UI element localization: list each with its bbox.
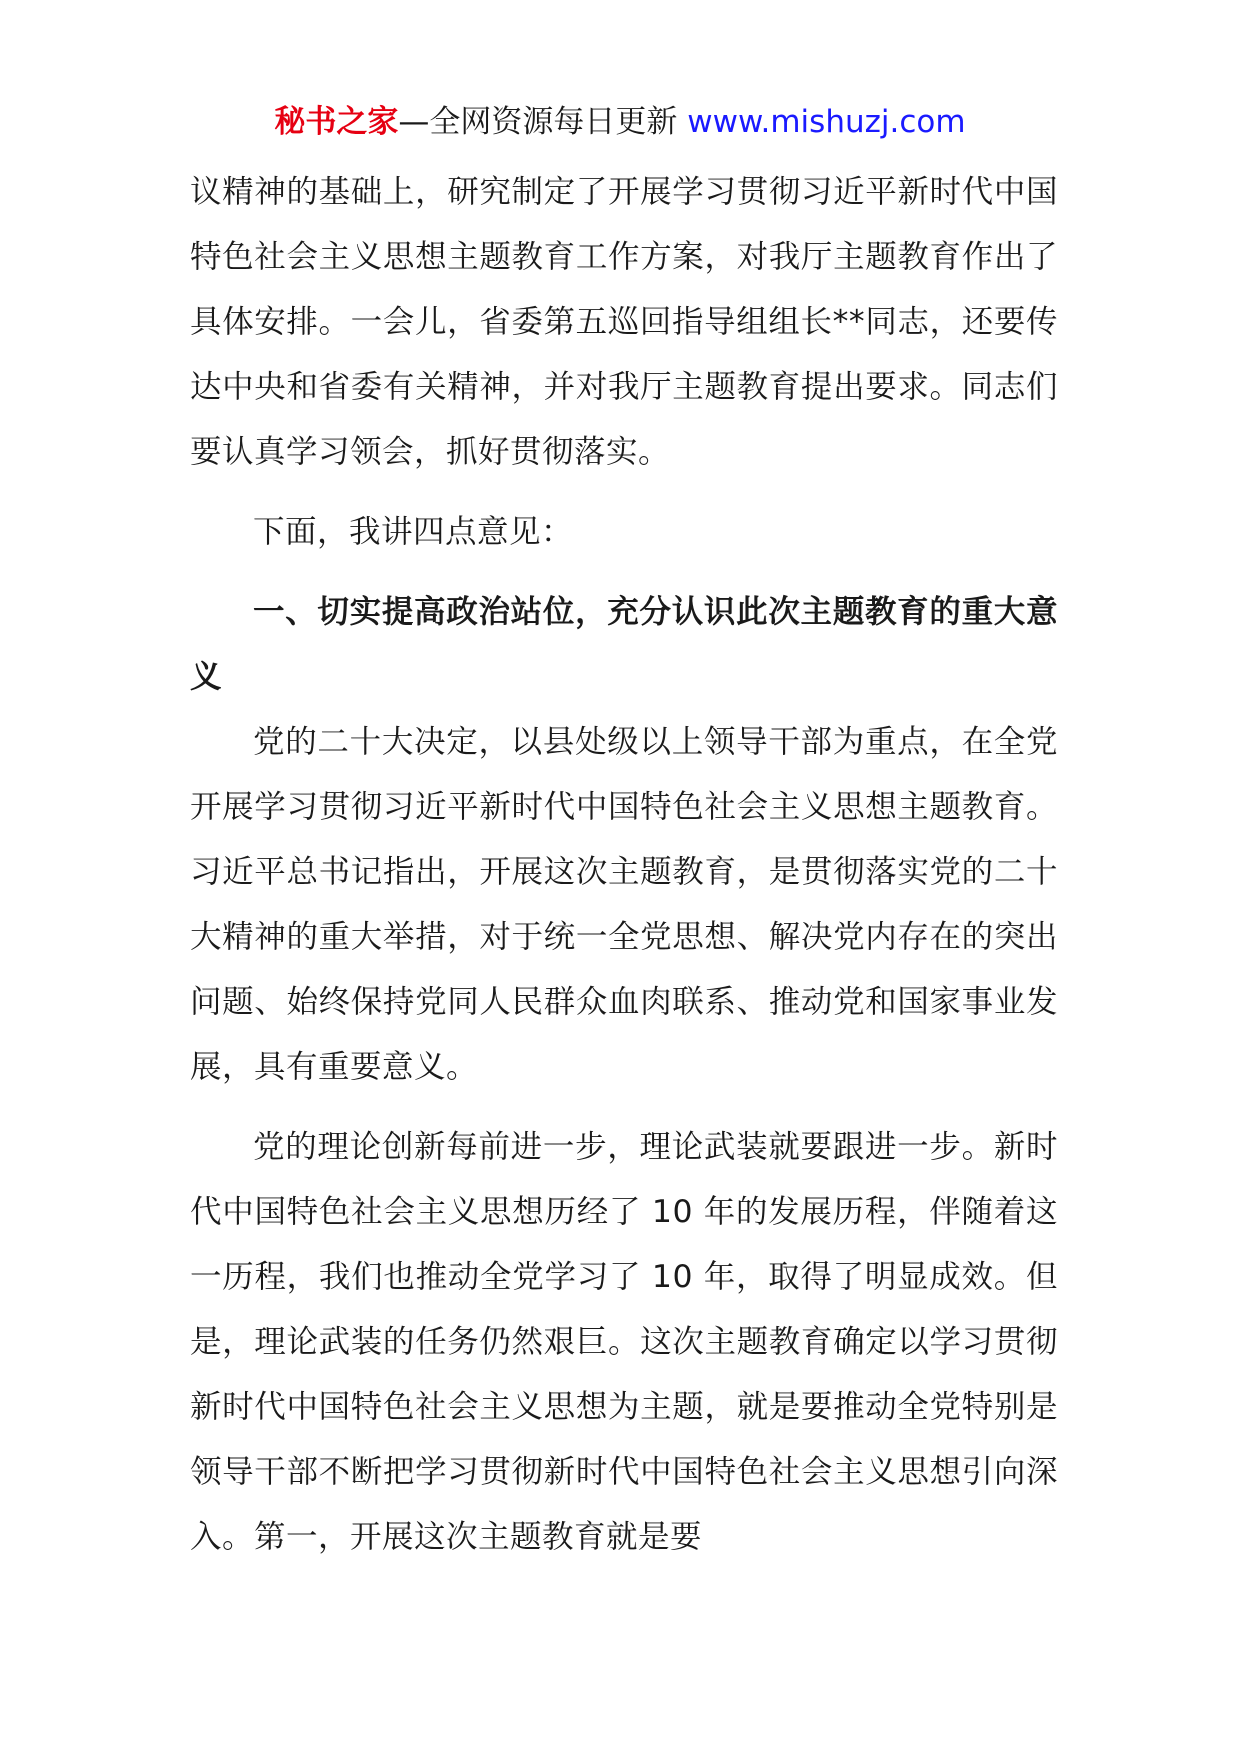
site-brand: 秘书之家 bbox=[274, 104, 399, 140]
site-slogan: —全网资源每日更新 bbox=[398, 104, 678, 140]
document-body bbox=[190, 160, 1058, 1570]
paragraph-intro: 下面，我讲四点意见： bbox=[253, 514, 574, 550]
paragraph-continued: 议精神的基础上，研究制定了开展学习贯彻习近平新时代中国特色社会主义思想主题教育工作方案，对我厅主题教育作出了具体安排。一会儿，省委第五巡回指导组组长**同志，还要传达中央和省委有关精神，并对我厅主题教育提出要求。同志们要认真学习领会，抓好贯彻落实。 bbox=[190, 174, 1058, 470]
section-heading: 一、切实提高政治站位，充分认识此次主题教育的重大意义 bbox=[190, 594, 1058, 695]
paragraph: 党的理论创新每前进一步，理论武装就要跟进一步。新时代中国特色社会主义思想历经了 10 年的发展历程，伴随着这一历程，我们也推动全党学习了 10 年，取得了明显成效。但是，理论武装的任务仍然艰巨。这次主题教育确定以学习贯彻新时代中国特色社会主义思想为主题，就是要推动全党特别是领导干部不断把学习贯彻新时代中国特色社会主义思想引向深入。第一，开展这次主题教育就是要 bbox=[190, 1129, 1058, 1555]
paragraph: 党的二十大决定，以县处级以上领导干部为重点，在全党开展学习贯彻习近平新时代中国特色社会主义思想主题教育。习近平总书记指出，开展这次主题教育，是贯彻落实党的二十大精神的重大举措，对于统一全党思想、解决党内存在的突出问题、始终保持党同人民群众血肉联系、推动党和国家事业发展，具有重要意义。 bbox=[190, 724, 1058, 1085]
site-url-link[interactable]: www.mishuzj.com bbox=[687, 104, 966, 140]
site-header bbox=[0, 100, 1240, 144]
